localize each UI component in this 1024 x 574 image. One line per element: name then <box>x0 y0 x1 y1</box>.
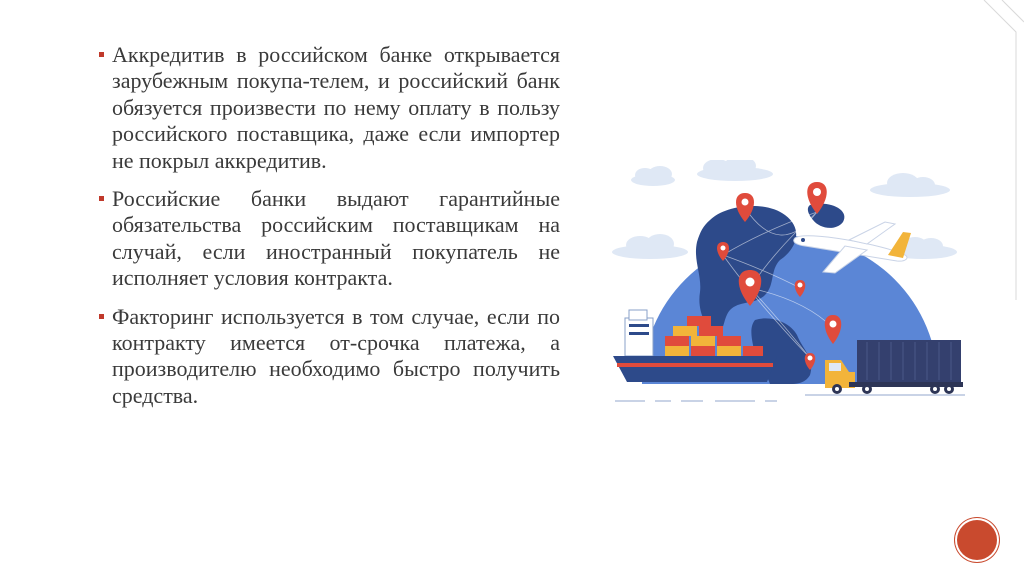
ground-line <box>615 394 965 402</box>
bullet-item <box>96 304 560 410</box>
bullet-list <box>96 42 560 421</box>
cloud-icon <box>697 160 773 181</box>
cloud-icon <box>612 234 688 259</box>
bullet-item <box>96 42 560 174</box>
bullet-marker <box>99 196 104 201</box>
next-slide-button[interactable] <box>957 520 997 560</box>
bullet-text: Российские банки выдают гарантийные обязательства российским поставщикам на случай, если иностранный покупатель не исполняет условия контракта. <box>112 186 560 291</box>
cloud-icon <box>870 173 950 197</box>
bullet-text: Факторинг используется в том случае, если по контракту имеется от-срочка платежа, а производителю необходимо быстро получить средства. <box>112 303 560 408</box>
global-logistics-illustration <box>605 160 975 410</box>
bullet-marker <box>99 314 104 319</box>
bullet-item <box>96 186 560 292</box>
bullet-text: Аккредитив в российском банке открывается зарубежным покупа-телем, и российский банк обязуется произвести по нему оплату в пользу российского поставщика, даже если импортер не покрыл аккредитив. <box>112 42 560 173</box>
bullet-marker <box>99 52 104 57</box>
cloud-icon <box>631 166 675 186</box>
